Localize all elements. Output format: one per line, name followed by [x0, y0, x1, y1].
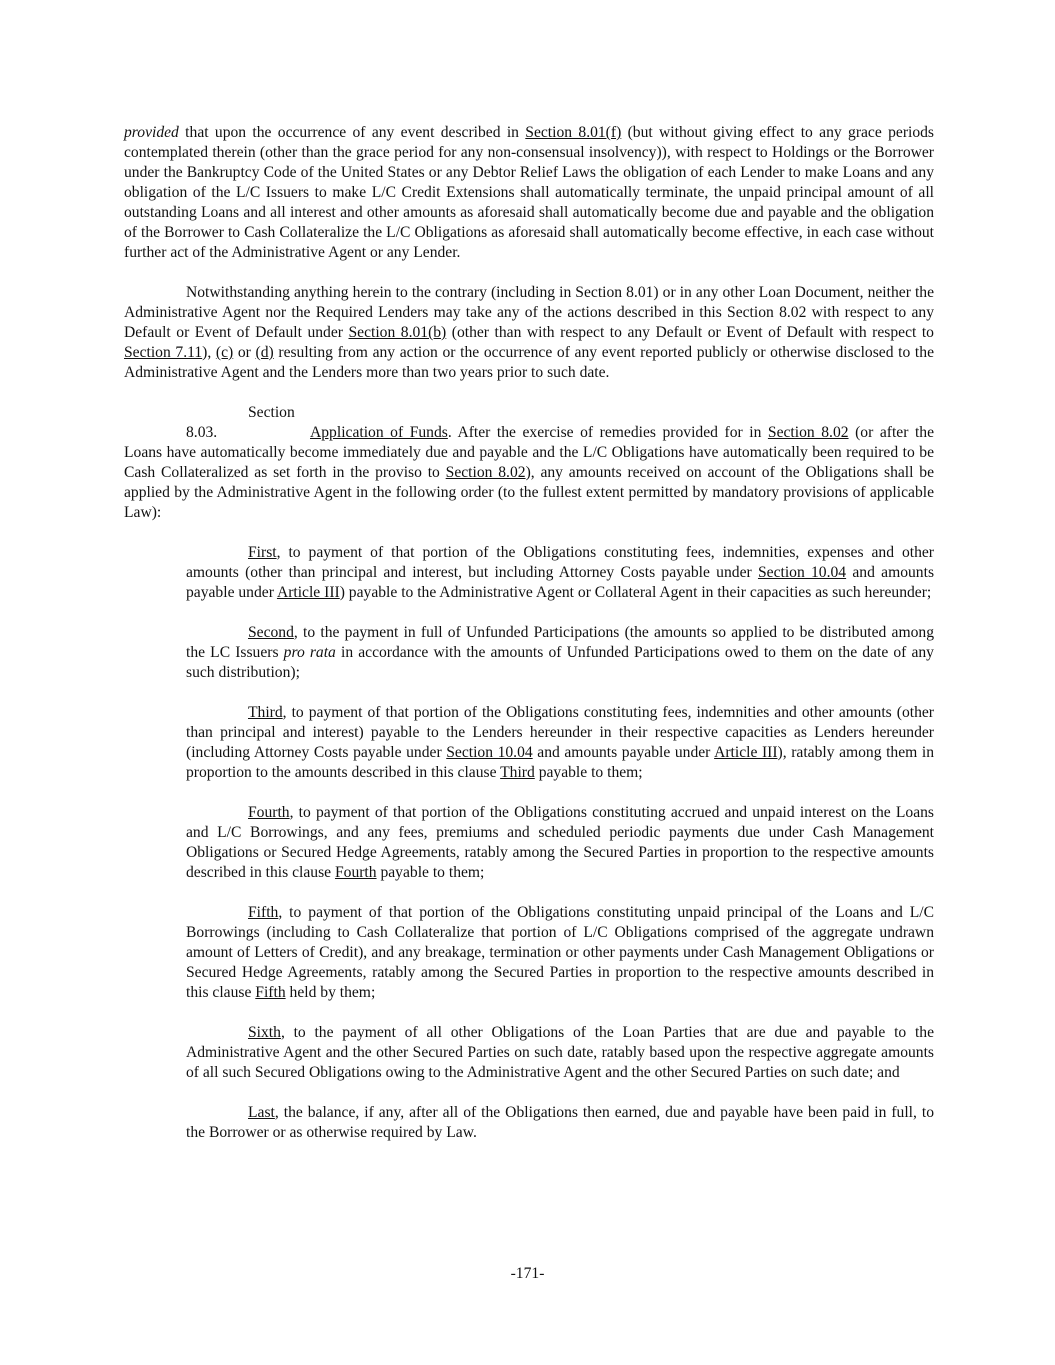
clause-reference: Fifth: [255, 984, 286, 1001]
text-run: that upon the occurrence of any event described in: [178, 124, 526, 141]
clause-label: Sixth: [248, 1024, 281, 1041]
text-run: , to payment of that portion of the Obligations constituting fees, indemnities and other amounts (other than principal and interest) payable to the Lenders hereunder in their respective capacities as Lenders hereunder (including Attorney Costs payable under: [186, 704, 934, 761]
text-run: or: [233, 344, 256, 361]
text-run: payable to them;: [376, 864, 485, 881]
text-run: . After the exercise of remedies provided for in: [447, 424, 768, 441]
section-heading: Application of Funds: [310, 424, 448, 441]
text-run: ), ratably among them in proportion to the amounts described in this clause: [186, 744, 934, 781]
text-run: in accordance with the amounts of Unfunded Participations owed to them on the date of any such distribution);: [186, 644, 934, 681]
cross-reference: Section 7.11: [124, 344, 203, 361]
clause-sixth: [186, 1023, 934, 1083]
text-run: , to payment of that portion of the Obligations constituting accrued and unpaid interest on the Loans and L/C Borrowings, and any fees, premiums and scheduled periodic payments due under Cash Management Obligations or Secured Hedge Agreements, ratably among the Secured Parties in proportion to the respective amounts described in this clause: [186, 804, 934, 881]
clause-second: [186, 623, 934, 683]
cross-reference: Section 8.01(f): [525, 124, 622, 141]
text-run: (other than with respect to any Default or Event of Default with respect to: [446, 324, 934, 341]
clause-label: Third: [248, 704, 283, 721]
cross-reference: Section 8.01(b): [348, 324, 447, 341]
clause-label: Fifth: [248, 904, 279, 921]
text-run: and amounts payable under: [532, 744, 715, 761]
proviso-term: provided: [124, 124, 179, 141]
section-8-03: [124, 403, 934, 523]
text-run: ),: [202, 344, 216, 361]
cross-reference: Section 10.04: [757, 564, 847, 581]
text-run: Notwithstanding anything herein to the contrary (including in Section 8.01) or in any other Loan Document, neither the Administrative Agent nor the Required Lenders may take any of the actions described in this Section 8.02 with respect to any Default or Event of Default under: [124, 284, 934, 341]
cross-reference: Section 8.02: [445, 464, 526, 481]
text-run: (or after the Loans have automatically become immediately due and payable and the L/C Obligations have automatically been required to be Cash Collateralized as set forth in the proviso to: [124, 424, 934, 481]
italic-term: pro rata: [283, 644, 336, 661]
cross-reference: Section 10.04: [446, 744, 533, 761]
text-run: , the balance, if any, after all of the Obligations then earned, due and payable have been paid in full, to the Borrower or as otherwise required by Law.: [186, 1104, 934, 1141]
text-run: resulting from any action or the occurrence of any event reported publicly or otherwise disclosed to the Administrative Agent and the Lenders more than two years prior to such date.: [124, 344, 934, 381]
text-run: ) payable to the Administrative Agent or Collateral Agent in their capacities as such hereunder;: [339, 584, 932, 601]
document-page: [124, 123, 934, 1163]
clause-last: [186, 1103, 934, 1143]
clause-label: First: [248, 544, 277, 561]
text-run: , to the payment in full of Unfunded Participations (the amounts so applied to be distributed among the LC Issuers: [186, 624, 934, 661]
clause-reference: Fourth: [334, 864, 377, 881]
clause-label: Fourth: [248, 804, 290, 821]
cross-reference: (c): [215, 344, 234, 361]
clause-reference: Third: [500, 764, 535, 781]
cross-reference: Article III: [714, 744, 778, 761]
section-number: Section 8.03.: [186, 404, 295, 441]
paragraph-proviso: [124, 123, 934, 263]
clause-label: Last: [248, 1104, 275, 1121]
text-run: payable to them;: [534, 764, 643, 781]
text-run: held by them;: [285, 984, 376, 1001]
text-run: , to payment of that portion of the Obligations constituting unpaid principal of the Loans and L/C Borrowings (including to Cash Collateralize that portion of L/C Obligations comprised of the aggregate undrawn amount of Letters of Credit), and any breakage, termination or other payments under Cash Management Obligations or Secured Hedge Agreements, ratably among the Secured Parties in proportion to the respective amounts described in this clause: [186, 904, 934, 1001]
clause-third: [186, 703, 934, 783]
clause-fourth: [186, 803, 934, 883]
text-run: ), any amounts received on account of the Obligations shall be applied by the Administrative Agent in the following order (to the fullest extent permitted by mandatory provisions of applicable Law):: [124, 464, 934, 521]
cross-reference: (d): [255, 344, 274, 361]
clause-first: [186, 543, 934, 603]
clause-label: Second: [248, 624, 294, 641]
text-run: , to the payment of all other Obligations of the Loan Parties that are due and payable to the Administrative Agent and the other Secured Parties on such date, ratably based upon the respective aggregate amounts of all such Secured Obligations owing to the Administrative Agent and the other Secured Parties on such date; and: [186, 1024, 934, 1081]
text-run: , to payment of that portion of the Obligations constituting fees, indemnities, expenses and other amounts (other than principal and interest, but including Attorney Costs payable under: [186, 544, 934, 581]
paragraph-notwithstanding: [124, 283, 934, 383]
text-run: and amounts payable under: [186, 564, 935, 601]
clause-fifth: [186, 903, 934, 1003]
cross-reference: Section 8.02: [767, 424, 849, 441]
cross-reference: Article III: [276, 584, 340, 601]
text-run: (but without giving effect to any grace periods contemplated therein (other than the grace period for any non-consensual insolvency)), with respect to Holdings or the Borrower under the Bankruptcy Code of the United States or any Debtor Relief Laws the obligation of each Lender to make Loans and any obligation of the L/C Issuers to make L/C Credit Extensions shall automatically terminate, the unpaid principal amount of all outstanding Loans and all interest and other amounts as aforesaid shall automatically become due and payable and the obligation of the Borrower to Cash Collateralize the L/C Obligations as aforesaid shall automatically become effective, in each case without further act of the Administrative Agent or any Lender.: [124, 124, 935, 261]
page-number: -171-: [510, 1265, 545, 1282]
